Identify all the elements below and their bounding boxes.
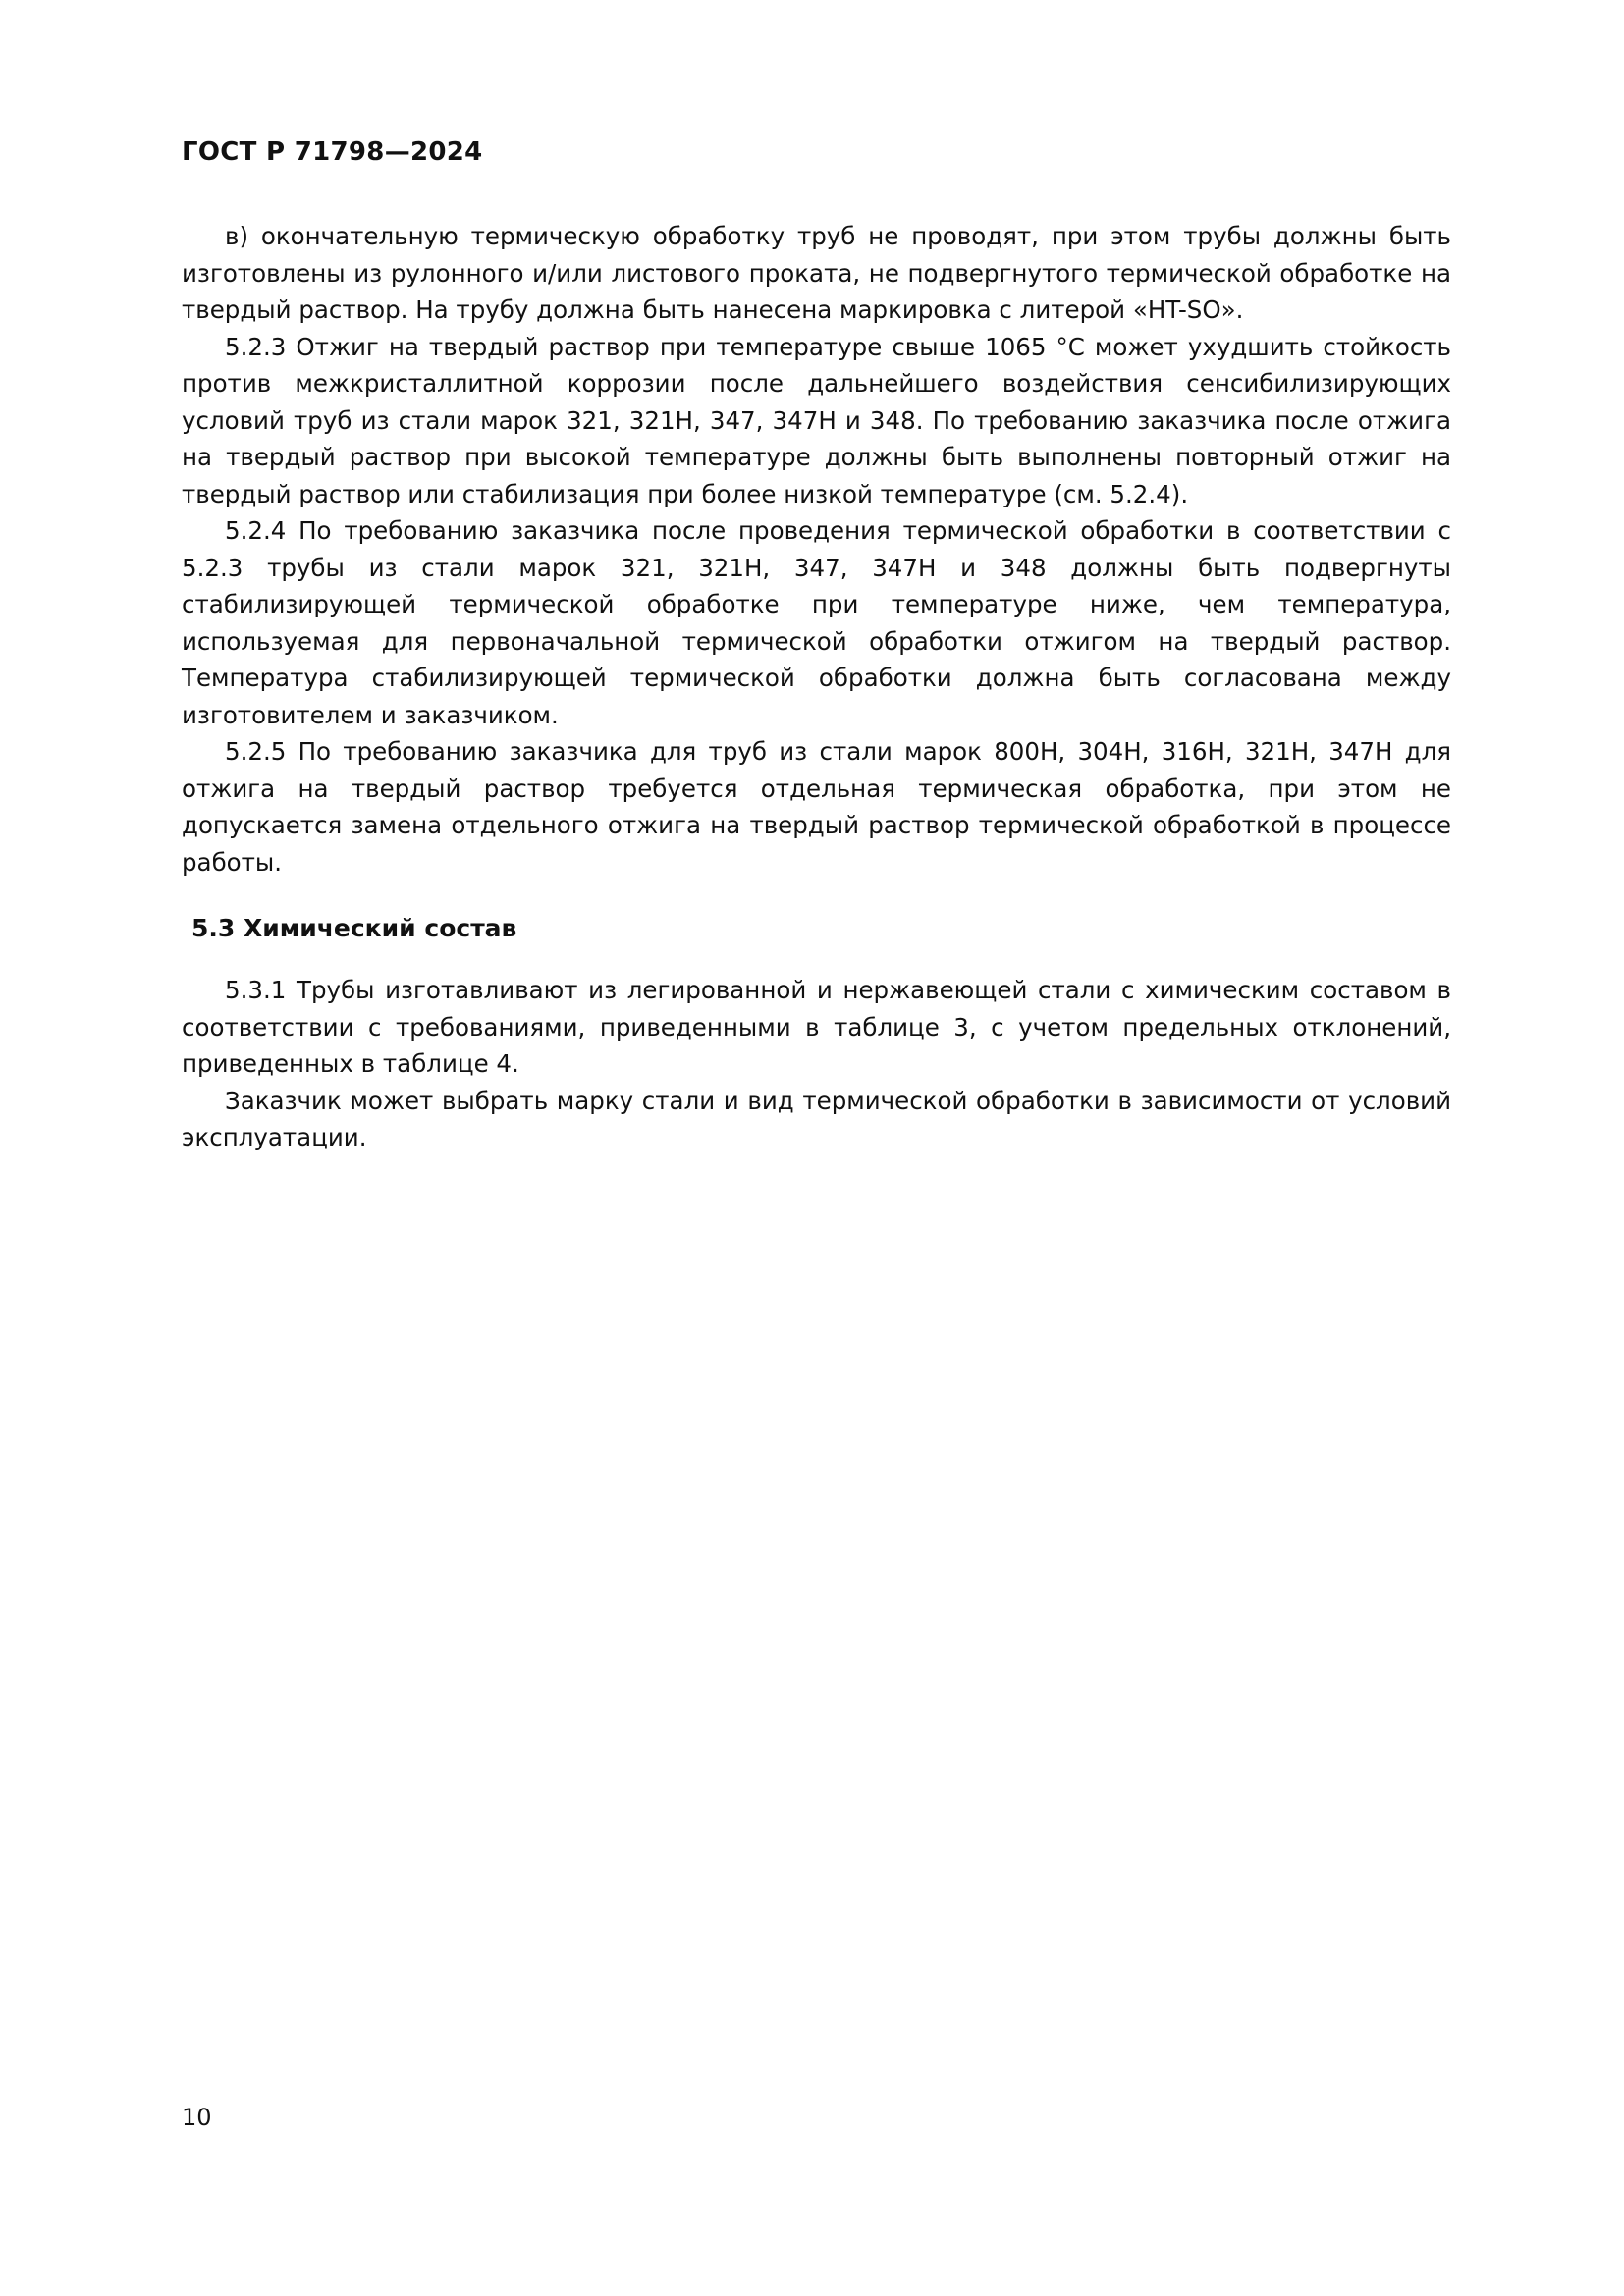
paragraph-clause-5-2-3: 5.2.3 Отжиг на твердый раствор при температуре свыше 1065 °C может ухудшить стойкость против межкристаллитной коррозии после дальнейшего воздействия сенсибилизирующих условий труб из стали марок 321, 321H, 347, 347H и 348. По требованию заказчика после отжига на твердый раствор при высокой температуре должны быть выполнены повторный отжиг на твердый раствор или стабилизация при более низкой температуре (см. 5.2.4). (182, 332, 1451, 508)
paragraph-clause-5-2-5: 5.2.5 По требованию заказчика для труб из стали марок 800H, 304H, 316H, 321H, 347H для отжига на твердый раствор требуется отдельная термическая обработка, при этом не допускается замена отдельного отжига на твердый раствор термической обработкой в процессе работы. (182, 737, 1451, 877)
paragraph-clause-5-3-1: 5.3.1 Трубы изготавливают из легированной и нержавеющей стали с химическим составом в соответствии с требованиями, приведенными в таблице 3, с учетом предельных отклонений, приведенных в таблице 4. (182, 976, 1451, 1078)
section-heading-5-3: 5.3 Химический состав (191, 914, 517, 942)
paragraph-clause-5-2-4: 5.2.4 По требованию заказчика после проведения термической обработки в соответствии с 5.2.3 трубы из стали марок 321, 321H, 347, 347H и 348 должны быть подвергнуты стабилизирующей термической обработке при температуре ниже, чем температура, используемая для первоначальной термической обработки отжигом на твердый раствор. Температура стабилизирующей термической обработки должна быть согласована между изготовителем и заказчиком. (182, 516, 1451, 729)
paragraph-item-v: в) окончательную термическую обработку труб не проводят, при этом трубы должны быть изготовлены из рулонного и/или листового проката, не подвергнутого термической обработке на твердый раствор. На трубу должна быть нанесена маркировка с литерой «HT-SO». (182, 222, 1451, 324)
paragraph-customer-choice: Заказчик может выбрать марку стали и вид термической обработки в зависимости от условий эксплуатации. (182, 1086, 1451, 1151)
page-content (172, 137, 1453, 1156)
page-number: 10 (182, 2104, 212, 2131)
standard-number-header: ГОСТ Р 71798—2024 (182, 137, 483, 167)
body-text-block (172, 218, 1453, 1156)
